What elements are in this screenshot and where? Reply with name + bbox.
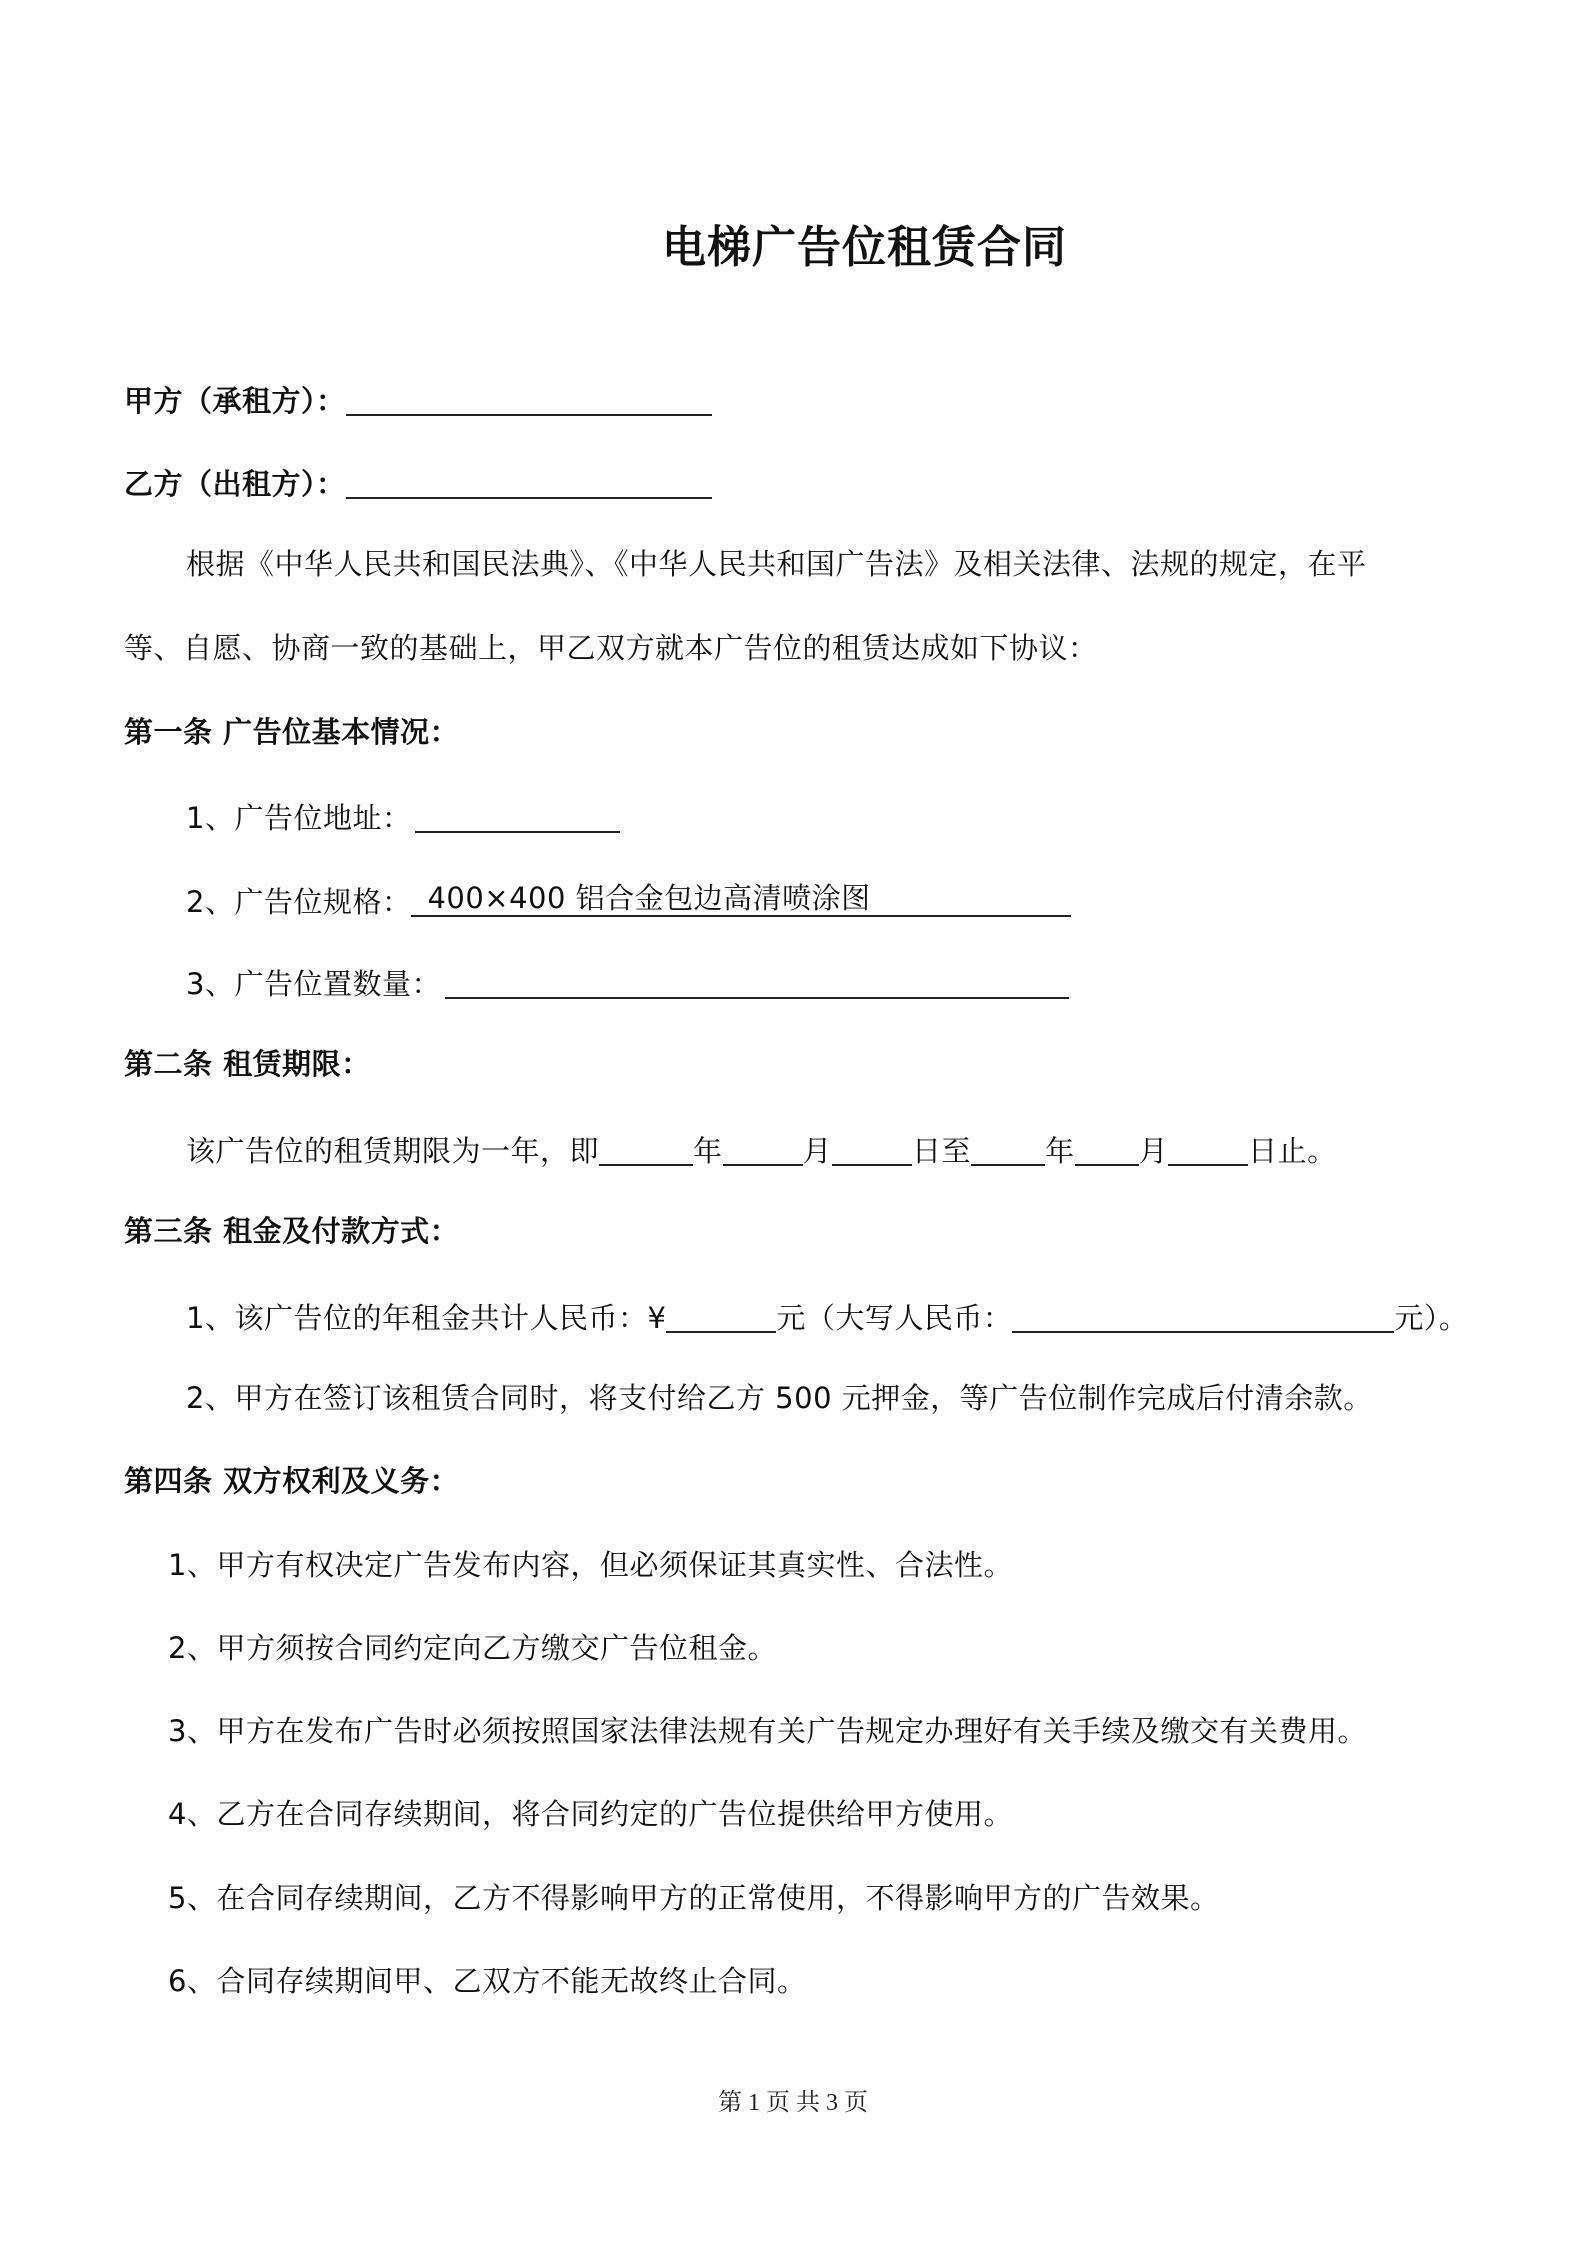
ad-spec-value[interactable]: 400×400 铝合金包边高清喷涂图	[411, 884, 1071, 917]
day-to-label: 日至	[912, 1134, 972, 1168]
rent-label: 1、该广告位的年租金共计人民币：¥	[186, 1301, 667, 1335]
ad-quantity-label: 3、广告位置数量：	[186, 967, 441, 1001]
article-1-item-2	[186, 881, 1071, 919]
term-text: 该广告位的租赁期限为一年，即	[186, 1134, 600, 1168]
month-label: 月	[802, 1134, 833, 1168]
article-3-heading: 第三条 租金及付款方式：	[124, 1214, 460, 1248]
article-3-item-2: 2、甲方在签订该租赁合同时，将支付给乙方 500 元押金，等广告位制作完成后付清余款。	[186, 1381, 1373, 1415]
article-1-item-3	[186, 967, 1069, 999]
end-day-blank[interactable]	[1168, 1134, 1248, 1166]
article-2-heading: 第二条 租赁期限：	[124, 1047, 371, 1081]
year-label: 年	[693, 1134, 723, 1168]
preamble-line-2: 等、自愿、协商一致的基础上，甲乙双方就本广告位的租赁达成如下协议：	[124, 631, 1098, 665]
preamble-line-1: 根据《中华人民共和国民法典》、《中华人民共和国广告法》及相关法律、法规的规定，在平	[186, 547, 1367, 581]
ad-address-blank[interactable]	[415, 801, 620, 833]
month2-label: 月	[1138, 1134, 1169, 1168]
article-4-item: 1、甲方有权决定广告发布内容，但必须保证其真实性、合法性。	[168, 1548, 1013, 1582]
document-title: 电梯广告位租赁合同	[662, 222, 1067, 273]
rent-uppercase-label: 元（大写人民币：	[776, 1301, 1013, 1335]
ad-address-label: 1、广告位地址：	[186, 801, 412, 835]
article-4-item: 5、在合同存续期间，乙方不得影响甲方的正常使用，不得影响甲方的广告效果。	[168, 1881, 1220, 1915]
party-b-blank[interactable]	[346, 467, 712, 499]
page-footer: 第 1 页 共 3 页	[718, 2090, 868, 2116]
start-day-blank[interactable]	[832, 1134, 912, 1166]
ad-quantity-blank[interactable]	[445, 967, 1069, 999]
party-a-blank[interactable]	[346, 384, 712, 416]
rent-end-label: 元）。	[1394, 1301, 1469, 1335]
start-month-blank[interactable]	[723, 1134, 803, 1166]
end-month-blank[interactable]	[1075, 1134, 1139, 1166]
start-year-blank[interactable]	[599, 1134, 693, 1166]
article-4-item: 2、甲方须按合同约定向乙方缴交广告位租金。	[168, 1631, 777, 1665]
party-a-row	[124, 384, 712, 416]
year2-label: 年	[1045, 1134, 1075, 1168]
rent-uppercase-blank[interactable]	[1012, 1301, 1394, 1333]
article-4-item: 4、乙方在合同存续期间，将合同约定的广告位提供给甲方使用。	[168, 1797, 1013, 1831]
party-b-row	[124, 467, 712, 499]
ad-spec-label: 2、广告位规格：	[186, 885, 412, 919]
end-year-blank[interactable]	[971, 1134, 1045, 1166]
article-1-item-1	[186, 801, 620, 833]
day-end-label: 日止。	[1248, 1134, 1337, 1168]
party-b-label: 乙方（出租方）：	[124, 467, 346, 501]
article-4-heading: 第四条 双方权利及义务：	[124, 1464, 460, 1498]
party-a-label: 甲方（承租方）：	[124, 384, 346, 418]
article-1-heading: 第一条 广告位基本情况：	[124, 715, 460, 749]
article-2-term	[186, 1134, 1337, 1166]
article-3-item-1	[186, 1301, 1468, 1333]
rent-amount-blank[interactable]	[666, 1301, 776, 1333]
article-4-item: 6、合同存续期间甲、乙双方不能无故终止合同。	[168, 1964, 807, 1998]
article-4-item: 3、甲方在发布广告时必须按照国家法律法规有关广告规定办理好有关手续及缴交有关费用。	[168, 1714, 1367, 1748]
